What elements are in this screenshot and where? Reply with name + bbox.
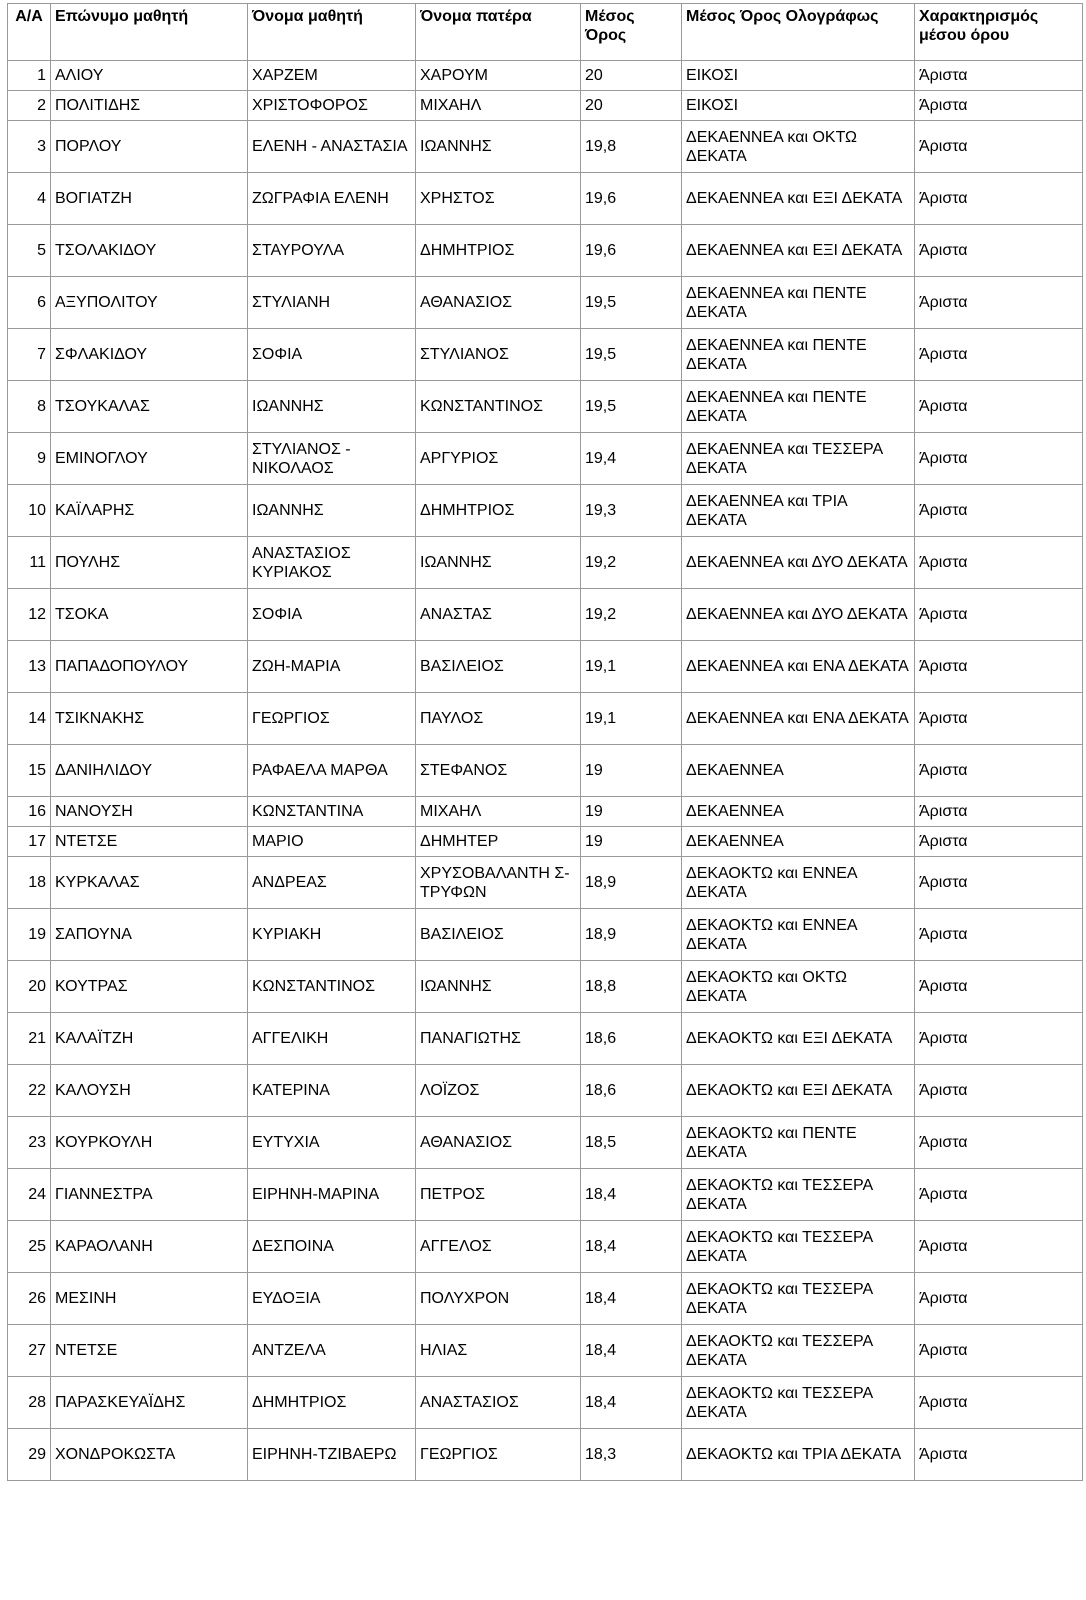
row-father: ΑΘΑΝΑΣΙΟΣ xyxy=(416,1117,581,1169)
table-row xyxy=(8,485,1083,537)
row-firstname: ΚΩΝΣΤΑΝΤΙΝΑ xyxy=(248,797,416,827)
row-father: ΠΕΤΡΟΣ xyxy=(416,1169,581,1221)
row-father: ΒΑΣΙΛΕΙΟΣ xyxy=(416,909,581,961)
row-firstname: ΜΑΡΙΟ xyxy=(248,827,416,857)
header-firstname: Όνομα μαθητή xyxy=(248,4,416,61)
row-avg-words: ΔΕΚΑΕΝΝΕΑ και ΕΞΙ ΔΕΚΑΤΑ xyxy=(682,173,915,225)
row-aa: 19 xyxy=(8,909,51,961)
row-characterization: Άριστα xyxy=(915,1325,1083,1377)
row-father: ΜΙΧΑΗΛ xyxy=(416,797,581,827)
row-firstname: ΖΩΓΡΑΦΙΑ ΕΛΕΝΗ xyxy=(248,173,416,225)
header-characterization: Χαρακτηρισμός μέσου όρου xyxy=(915,4,1083,61)
header-surname: Επώνυμο μαθητή xyxy=(51,4,248,61)
row-father: ΧΑΡΟΥΜ xyxy=(416,61,581,91)
row-characterization: Άριστα xyxy=(915,173,1083,225)
row-characterization: Άριστα xyxy=(915,857,1083,909)
row-characterization: Άριστα xyxy=(915,381,1083,433)
row-characterization: Άριστα xyxy=(915,1221,1083,1273)
row-father: ΒΑΣΙΛΕΙΟΣ xyxy=(416,641,581,693)
row-firstname: ΙΩΑΝΝΗΣ xyxy=(248,485,416,537)
row-firstname: ΖΩΗ-ΜΑΡΙΑ xyxy=(248,641,416,693)
row-aa: 4 xyxy=(8,173,51,225)
row-aa: 9 xyxy=(8,433,51,485)
row-surname: ΠΑΡΑΣΚΕΥΑΪΔΗΣ xyxy=(51,1377,248,1429)
row-surname: ΚΑΪΛΑΡΗΣ xyxy=(51,485,248,537)
table-row xyxy=(8,797,1083,827)
row-characterization: Άριστα xyxy=(915,641,1083,693)
row-avg-words: ΕΙΚΟΣΙ xyxy=(682,91,915,121)
header-aa: Α/Α xyxy=(8,4,51,61)
row-avg: 19 xyxy=(581,827,682,857)
row-father: ΑΡΓΥΡΙΟΣ xyxy=(416,433,581,485)
row-avg-words: ΕΙΚΟΣΙ xyxy=(682,61,915,91)
row-firstname: ΑΝΑΣΤΑΣΙΟΣ ΚΥΡΙΑΚΟΣ xyxy=(248,537,416,589)
row-father: ΧΡΗΣΤΟΣ xyxy=(416,173,581,225)
row-avg-words: ΔΕΚΑΕΝΝΕΑ xyxy=(682,745,915,797)
row-father: ΣΤΥΛΙΑΝΟΣ xyxy=(416,329,581,381)
row-father: ΠΑΥΛΟΣ xyxy=(416,693,581,745)
row-firstname: ΕΥΤΥΧΙΑ xyxy=(248,1117,416,1169)
row-avg: 18,6 xyxy=(581,1065,682,1117)
row-surname: ΠΑΠΑΔΟΠΟΥΛΟΥ xyxy=(51,641,248,693)
table-row xyxy=(8,693,1083,745)
row-characterization: Άριστα xyxy=(915,225,1083,277)
table-row xyxy=(8,1169,1083,1221)
row-characterization: Άριστα xyxy=(915,485,1083,537)
row-avg: 20 xyxy=(581,61,682,91)
table-row xyxy=(8,641,1083,693)
row-father: ΑΘΑΝΑΣΙΟΣ xyxy=(416,277,581,329)
row-avg-words: ΔΕΚΑΕΝΝΕΑ και ΔΥΟ ΔΕΚΑΤΑ xyxy=(682,589,915,641)
row-characterization: Άριστα xyxy=(915,1273,1083,1325)
row-surname: ΚΟΥΡΚΟΥΛΗ xyxy=(51,1117,248,1169)
row-surname: ΚΑΛΟΥΣΗ xyxy=(51,1065,248,1117)
row-firstname: ΧΑΡΖΕΜ xyxy=(248,61,416,91)
row-aa: 12 xyxy=(8,589,51,641)
row-avg: 18,4 xyxy=(581,1273,682,1325)
table-row xyxy=(8,433,1083,485)
row-aa: 26 xyxy=(8,1273,51,1325)
row-firstname: ΑΓΓΕΛΙΚΗ xyxy=(248,1013,416,1065)
header-avg-words: Μέσος Όρος Ολογράφως xyxy=(682,4,915,61)
row-aa: 13 xyxy=(8,641,51,693)
row-avg: 19,1 xyxy=(581,693,682,745)
row-avg-words: ΔΕΚΑΟΚΤΩ και ΤΕΣΣΕΡΑ ΔΕΚΑΤΑ xyxy=(682,1325,915,1377)
row-avg: 19,5 xyxy=(581,329,682,381)
row-aa: 25 xyxy=(8,1221,51,1273)
row-characterization: Άριστα xyxy=(915,121,1083,173)
table-row xyxy=(8,381,1083,433)
row-avg-words: ΔΕΚΑΕΝΝΕΑ xyxy=(682,827,915,857)
row-firstname: ΡΑΦΑΕΛΑ ΜΑΡΘΑ xyxy=(248,745,416,797)
row-surname: ΚΑΛΑΪΤΖΗ xyxy=(51,1013,248,1065)
row-avg: 20 xyxy=(581,91,682,121)
row-surname: ΒΟΓΙΑΤΖΗ xyxy=(51,173,248,225)
row-aa: 7 xyxy=(8,329,51,381)
row-avg: 19,4 xyxy=(581,433,682,485)
row-aa: 24 xyxy=(8,1169,51,1221)
row-father: ΑΝΑΣΤΑΣ xyxy=(416,589,581,641)
row-surname: ΤΣΟΥΚΑΛΑΣ xyxy=(51,381,248,433)
row-characterization: Άριστα xyxy=(915,1013,1083,1065)
table-row xyxy=(8,1013,1083,1065)
table-row xyxy=(8,121,1083,173)
row-avg-words: ΔΕΚΑΕΝΝΕΑ και ΤΕΣΣΕΡΑ ΔΕΚΑΤΑ xyxy=(682,433,915,485)
row-firstname: ΣΤΑΥΡΟΥΛΑ xyxy=(248,225,416,277)
row-aa: 28 xyxy=(8,1377,51,1429)
row-surname: ΤΣΟΚΑ xyxy=(51,589,248,641)
row-avg: 18,5 xyxy=(581,1117,682,1169)
row-avg: 19 xyxy=(581,745,682,797)
row-characterization: Άριστα xyxy=(915,909,1083,961)
row-aa: 16 xyxy=(8,797,51,827)
row-surname: ΜΕΣΙΝΗ xyxy=(51,1273,248,1325)
table-body xyxy=(8,61,1083,1481)
row-avg-words: ΔΕΚΑΕΝΝΕΑ και ΠΕΝΤΕ ΔΕΚΑΤΑ xyxy=(682,329,915,381)
row-surname: ΔΑΝΙΗΛΙΔΟΥ xyxy=(51,745,248,797)
row-avg: 19,1 xyxy=(581,641,682,693)
table-row xyxy=(8,961,1083,1013)
row-father: ΧΡΥΣΟΒΑΛΑΝΤΗ Σ-ΤΡΥΦΩΝ xyxy=(416,857,581,909)
row-avg-words: ΔΕΚΑΕΝΝΕΑ και ΕΞΙ ΔΕΚΑΤΑ xyxy=(682,225,915,277)
row-father: ΑΓΓΕΛΟΣ xyxy=(416,1221,581,1273)
row-aa: 18 xyxy=(8,857,51,909)
table-row xyxy=(8,537,1083,589)
row-avg: 19,3 xyxy=(581,485,682,537)
row-aa: 17 xyxy=(8,827,51,857)
table-row xyxy=(8,857,1083,909)
row-father: ΔΗΜΗΤΡΙΟΣ xyxy=(416,485,581,537)
table-row xyxy=(8,1429,1083,1481)
row-avg: 19,2 xyxy=(581,537,682,589)
row-avg-words: ΔΕΚΑΟΚΤΩ και ΕΞΙ ΔΕΚΑΤΑ xyxy=(682,1065,915,1117)
row-aa: 29 xyxy=(8,1429,51,1481)
row-firstname: ΙΩΑΝΝΗΣ xyxy=(248,381,416,433)
row-firstname: ΣΟΦΙΑ xyxy=(248,589,416,641)
row-avg: 19 xyxy=(581,797,682,827)
row-avg-words: ΔΕΚΑΕΝΝΕΑ και ΠΕΝΤΕ ΔΕΚΑΤΑ xyxy=(682,381,915,433)
row-surname: ΠΟΡΛΟΥ xyxy=(51,121,248,173)
table-row xyxy=(8,589,1083,641)
row-avg-words: ΔΕΚΑΕΝΝΕΑ και ΤΡΙΑ ΔΕΚΑΤΑ xyxy=(682,485,915,537)
row-firstname: ΚΥΡΙΑΚΗ xyxy=(248,909,416,961)
row-firstname: ΔΕΣΠΟΙΝΑ xyxy=(248,1221,416,1273)
row-aa: 15 xyxy=(8,745,51,797)
row-father: ΙΩΑΝΝΗΣ xyxy=(416,537,581,589)
row-avg: 18,4 xyxy=(581,1325,682,1377)
row-aa: 1 xyxy=(8,61,51,91)
row-firstname: ΚΩΝΣΤΑΝΤΙΝΟΣ xyxy=(248,961,416,1013)
table-row xyxy=(8,1377,1083,1429)
row-characterization: Άριστα xyxy=(915,1169,1083,1221)
row-aa: 14 xyxy=(8,693,51,745)
row-firstname: ΣΟΦΙΑ xyxy=(248,329,416,381)
row-father: ΣΤΕΦΑΝΟΣ xyxy=(416,745,581,797)
row-avg: 18,4 xyxy=(581,1377,682,1429)
row-surname: ΤΣΙΚΝΑΚΗΣ xyxy=(51,693,248,745)
table-row xyxy=(8,1325,1083,1377)
table-row xyxy=(8,1273,1083,1325)
row-avg: 18,3 xyxy=(581,1429,682,1481)
grades-table xyxy=(7,3,1083,1481)
row-aa: 21 xyxy=(8,1013,51,1065)
row-firstname: ΣΤΥΛΙΑΝΗ xyxy=(248,277,416,329)
row-firstname: ΚΑΤΕΡΙΝΑ xyxy=(248,1065,416,1117)
row-aa: 5 xyxy=(8,225,51,277)
row-characterization: Άριστα xyxy=(915,91,1083,121)
row-firstname: ΑΝΔΡΕΑΣ xyxy=(248,857,416,909)
row-father: ΓΕΩΡΓΙΟΣ xyxy=(416,1429,581,1481)
row-aa: 8 xyxy=(8,381,51,433)
row-surname: ΧΟΝΔΡΟΚΩΣΤΑ xyxy=(51,1429,248,1481)
row-characterization: Άριστα xyxy=(915,1429,1083,1481)
row-avg-words: ΔΕΚΑΟΚΤΩ και ΤΕΣΣΕΡΑ ΔΕΚΑΤΑ xyxy=(682,1169,915,1221)
row-characterization: Άριστα xyxy=(915,329,1083,381)
row-aa: 6 xyxy=(8,277,51,329)
row-avg-words: ΔΕΚΑΟΚΤΩ και ΟΚΤΩ ΔΕΚΑΤΑ xyxy=(682,961,915,1013)
row-avg-words: ΔΕΚΑΕΝΝΕΑ και ΠΕΝΤΕ ΔΕΚΑΤΑ xyxy=(682,277,915,329)
row-avg-words: ΔΕΚΑΟΚΤΩ και ΕΝΝΕΑ ΔΕΚΑΤΑ xyxy=(682,857,915,909)
row-avg-words: ΔΕΚΑΟΚΤΩ και ΤΕΣΣΕΡΑ ΔΕΚΑΤΑ xyxy=(682,1273,915,1325)
row-firstname: ΕΥΔΟΞΙΑ xyxy=(248,1273,416,1325)
table-row xyxy=(8,277,1083,329)
row-surname: ΝΤΕΤΣΕ xyxy=(51,1325,248,1377)
row-aa: 3 xyxy=(8,121,51,173)
row-aa: 22 xyxy=(8,1065,51,1117)
row-surname: ΣΑΠΟΥΝΑ xyxy=(51,909,248,961)
row-surname: ΝΑΝΟΥΣΗ xyxy=(51,797,248,827)
header-father: Όνομα πατέρα xyxy=(416,4,581,61)
row-aa: 2 xyxy=(8,91,51,121)
row-characterization: Άριστα xyxy=(915,537,1083,589)
row-avg: 18,9 xyxy=(581,857,682,909)
row-surname: ΠΟΥΛΗΣ xyxy=(51,537,248,589)
table-row xyxy=(8,745,1083,797)
row-avg: 18,4 xyxy=(581,1221,682,1273)
row-avg-words: ΔΕΚΑΟΚΤΩ και ΤΡΙΑ ΔΕΚΑΤΑ xyxy=(682,1429,915,1481)
row-avg: 18,6 xyxy=(581,1013,682,1065)
row-characterization: Άριστα xyxy=(915,433,1083,485)
header-avg: Μέσος Όρος xyxy=(581,4,682,61)
row-firstname: ΑΝΤΖΕΛΑ xyxy=(248,1325,416,1377)
row-firstname: ΕΙΡΗΝΗ-ΤΖΙΒΑΕΡΩ xyxy=(248,1429,416,1481)
row-surname: ΣΦΛΑΚΙΔΟΥ xyxy=(51,329,248,381)
row-characterization: Άριστα xyxy=(915,1377,1083,1429)
row-characterization: Άριστα xyxy=(915,961,1083,1013)
row-father: ΑΝΑΣΤΑΣΙΟΣ xyxy=(416,1377,581,1429)
row-characterization: Άριστα xyxy=(915,277,1083,329)
table-header-row xyxy=(8,4,1083,61)
row-father: ΚΩΝΣΤΑΝΤΙΝΟΣ xyxy=(416,381,581,433)
row-avg-words: ΔΕΚΑΕΝΝΕΑ και ΕΝΑ ΔΕΚΑΤΑ xyxy=(682,641,915,693)
row-aa: 27 xyxy=(8,1325,51,1377)
row-surname: ΤΣΟΛΑΚΙΔΟΥ xyxy=(51,225,248,277)
document-page xyxy=(7,3,1083,1481)
row-father: ΙΩΑΝΝΗΣ xyxy=(416,961,581,1013)
row-father: ΔΗΜΗΤΡΙΟΣ xyxy=(416,225,581,277)
row-avg-words: ΔΕΚΑΕΝΝΕΑ και ΕΝΑ ΔΕΚΑΤΑ xyxy=(682,693,915,745)
row-avg: 18,8 xyxy=(581,961,682,1013)
row-father: ΛΟΪΖΟΣ xyxy=(416,1065,581,1117)
row-avg: 19,6 xyxy=(581,173,682,225)
row-characterization: Άριστα xyxy=(915,589,1083,641)
row-surname: ΕΜΙΝΟΓΛΟΥ xyxy=(51,433,248,485)
row-surname: ΑΛΙΟΥ xyxy=(51,61,248,91)
row-firstname: ΔΗΜΗΤΡΙΟΣ xyxy=(248,1377,416,1429)
row-characterization: Άριστα xyxy=(915,1065,1083,1117)
row-firstname: ΣΤΥΛΙΑΝΟΣ - ΝΙΚΟΛΑΟΣ xyxy=(248,433,416,485)
table-row xyxy=(8,329,1083,381)
row-surname: ΑΞΥΠΟΛΙΤΟΥ xyxy=(51,277,248,329)
table-row xyxy=(8,1117,1083,1169)
table-row xyxy=(8,173,1083,225)
row-avg-words: ΔΕΚΑΕΝΝΕΑ xyxy=(682,797,915,827)
table-row xyxy=(8,1065,1083,1117)
row-father: ΗΛΙΑΣ xyxy=(416,1325,581,1377)
row-father: ΔΗΜΗΤΕΡ xyxy=(416,827,581,857)
row-characterization: Άριστα xyxy=(915,693,1083,745)
row-avg-words: ΔΕΚΑΟΚΤΩ και ΤΕΣΣΕΡΑ ΔΕΚΑΤΑ xyxy=(682,1377,915,1429)
row-surname: ΠΟΛΙΤΙΔΗΣ xyxy=(51,91,248,121)
table-row xyxy=(8,909,1083,961)
row-avg-words: ΔΕΚΑΟΚΤΩ και ΕΝΝΕΑ ΔΕΚΑΤΑ xyxy=(682,909,915,961)
row-father: ΙΩΑΝΝΗΣ xyxy=(416,121,581,173)
row-aa: 10 xyxy=(8,485,51,537)
row-surname: ΚΥΡΚΑΛΑΣ xyxy=(51,857,248,909)
row-characterization: Άριστα xyxy=(915,1117,1083,1169)
row-avg-words: ΔΕΚΑΕΝΝΕΑ και ΟΚΤΩ ΔΕΚΑΤΑ xyxy=(682,121,915,173)
row-avg: 18,4 xyxy=(581,1169,682,1221)
table-row xyxy=(8,827,1083,857)
row-characterization: Άριστα xyxy=(915,827,1083,857)
table-row xyxy=(8,225,1083,277)
row-avg: 19,8 xyxy=(581,121,682,173)
row-characterization: Άριστα xyxy=(915,61,1083,91)
row-father: ΠΑΝΑΓΙΩΤΗΣ xyxy=(416,1013,581,1065)
row-firstname: ΧΡΙΣΤΟΦΟΡΟΣ xyxy=(248,91,416,121)
row-avg: 19,5 xyxy=(581,277,682,329)
row-surname: ΚΟΥΤΡΑΣ xyxy=(51,961,248,1013)
row-avg-words: ΔΕΚΑΟΚΤΩ και ΤΕΣΣΕΡΑ ΔΕΚΑΤΑ xyxy=(682,1221,915,1273)
row-father: ΠΟΛΥΧΡΟΝ xyxy=(416,1273,581,1325)
row-avg-words: ΔΕΚΑΕΝΝΕΑ και ΔΥΟ ΔΕΚΑΤΑ xyxy=(682,537,915,589)
row-avg: 18,9 xyxy=(581,909,682,961)
row-characterization: Άριστα xyxy=(915,745,1083,797)
table-row xyxy=(8,1221,1083,1273)
row-father: ΜΙΧΑΗΛ xyxy=(416,91,581,121)
row-avg-words: ΔΕΚΑΟΚΤΩ και ΠΕΝΤΕ ΔΕΚΑΤΑ xyxy=(682,1117,915,1169)
row-firstname: ΓΕΩΡΓΙΟΣ xyxy=(248,693,416,745)
row-avg: 19,5 xyxy=(581,381,682,433)
row-firstname: ΕΙΡΗΝΗ-ΜΑΡΙΝΑ xyxy=(248,1169,416,1221)
row-characterization: Άριστα xyxy=(915,797,1083,827)
row-surname: ΝΤΕΤΣΕ xyxy=(51,827,248,857)
row-aa: 23 xyxy=(8,1117,51,1169)
row-surname: ΚΑΡΑΟΛΑΝΗ xyxy=(51,1221,248,1273)
row-aa: 20 xyxy=(8,961,51,1013)
row-aa: 11 xyxy=(8,537,51,589)
row-avg-words: ΔΕΚΑΟΚΤΩ και ΕΞΙ ΔΕΚΑΤΑ xyxy=(682,1013,915,1065)
row-avg: 19,6 xyxy=(581,225,682,277)
table-row xyxy=(8,91,1083,121)
row-surname: ΓΙΑΝΝΕΣΤΡΑ xyxy=(51,1169,248,1221)
row-firstname: ΕΛΕΝΗ - ΑΝΑΣΤΑΣΙΑ xyxy=(248,121,416,173)
row-avg: 19,2 xyxy=(581,589,682,641)
table-row xyxy=(8,61,1083,91)
